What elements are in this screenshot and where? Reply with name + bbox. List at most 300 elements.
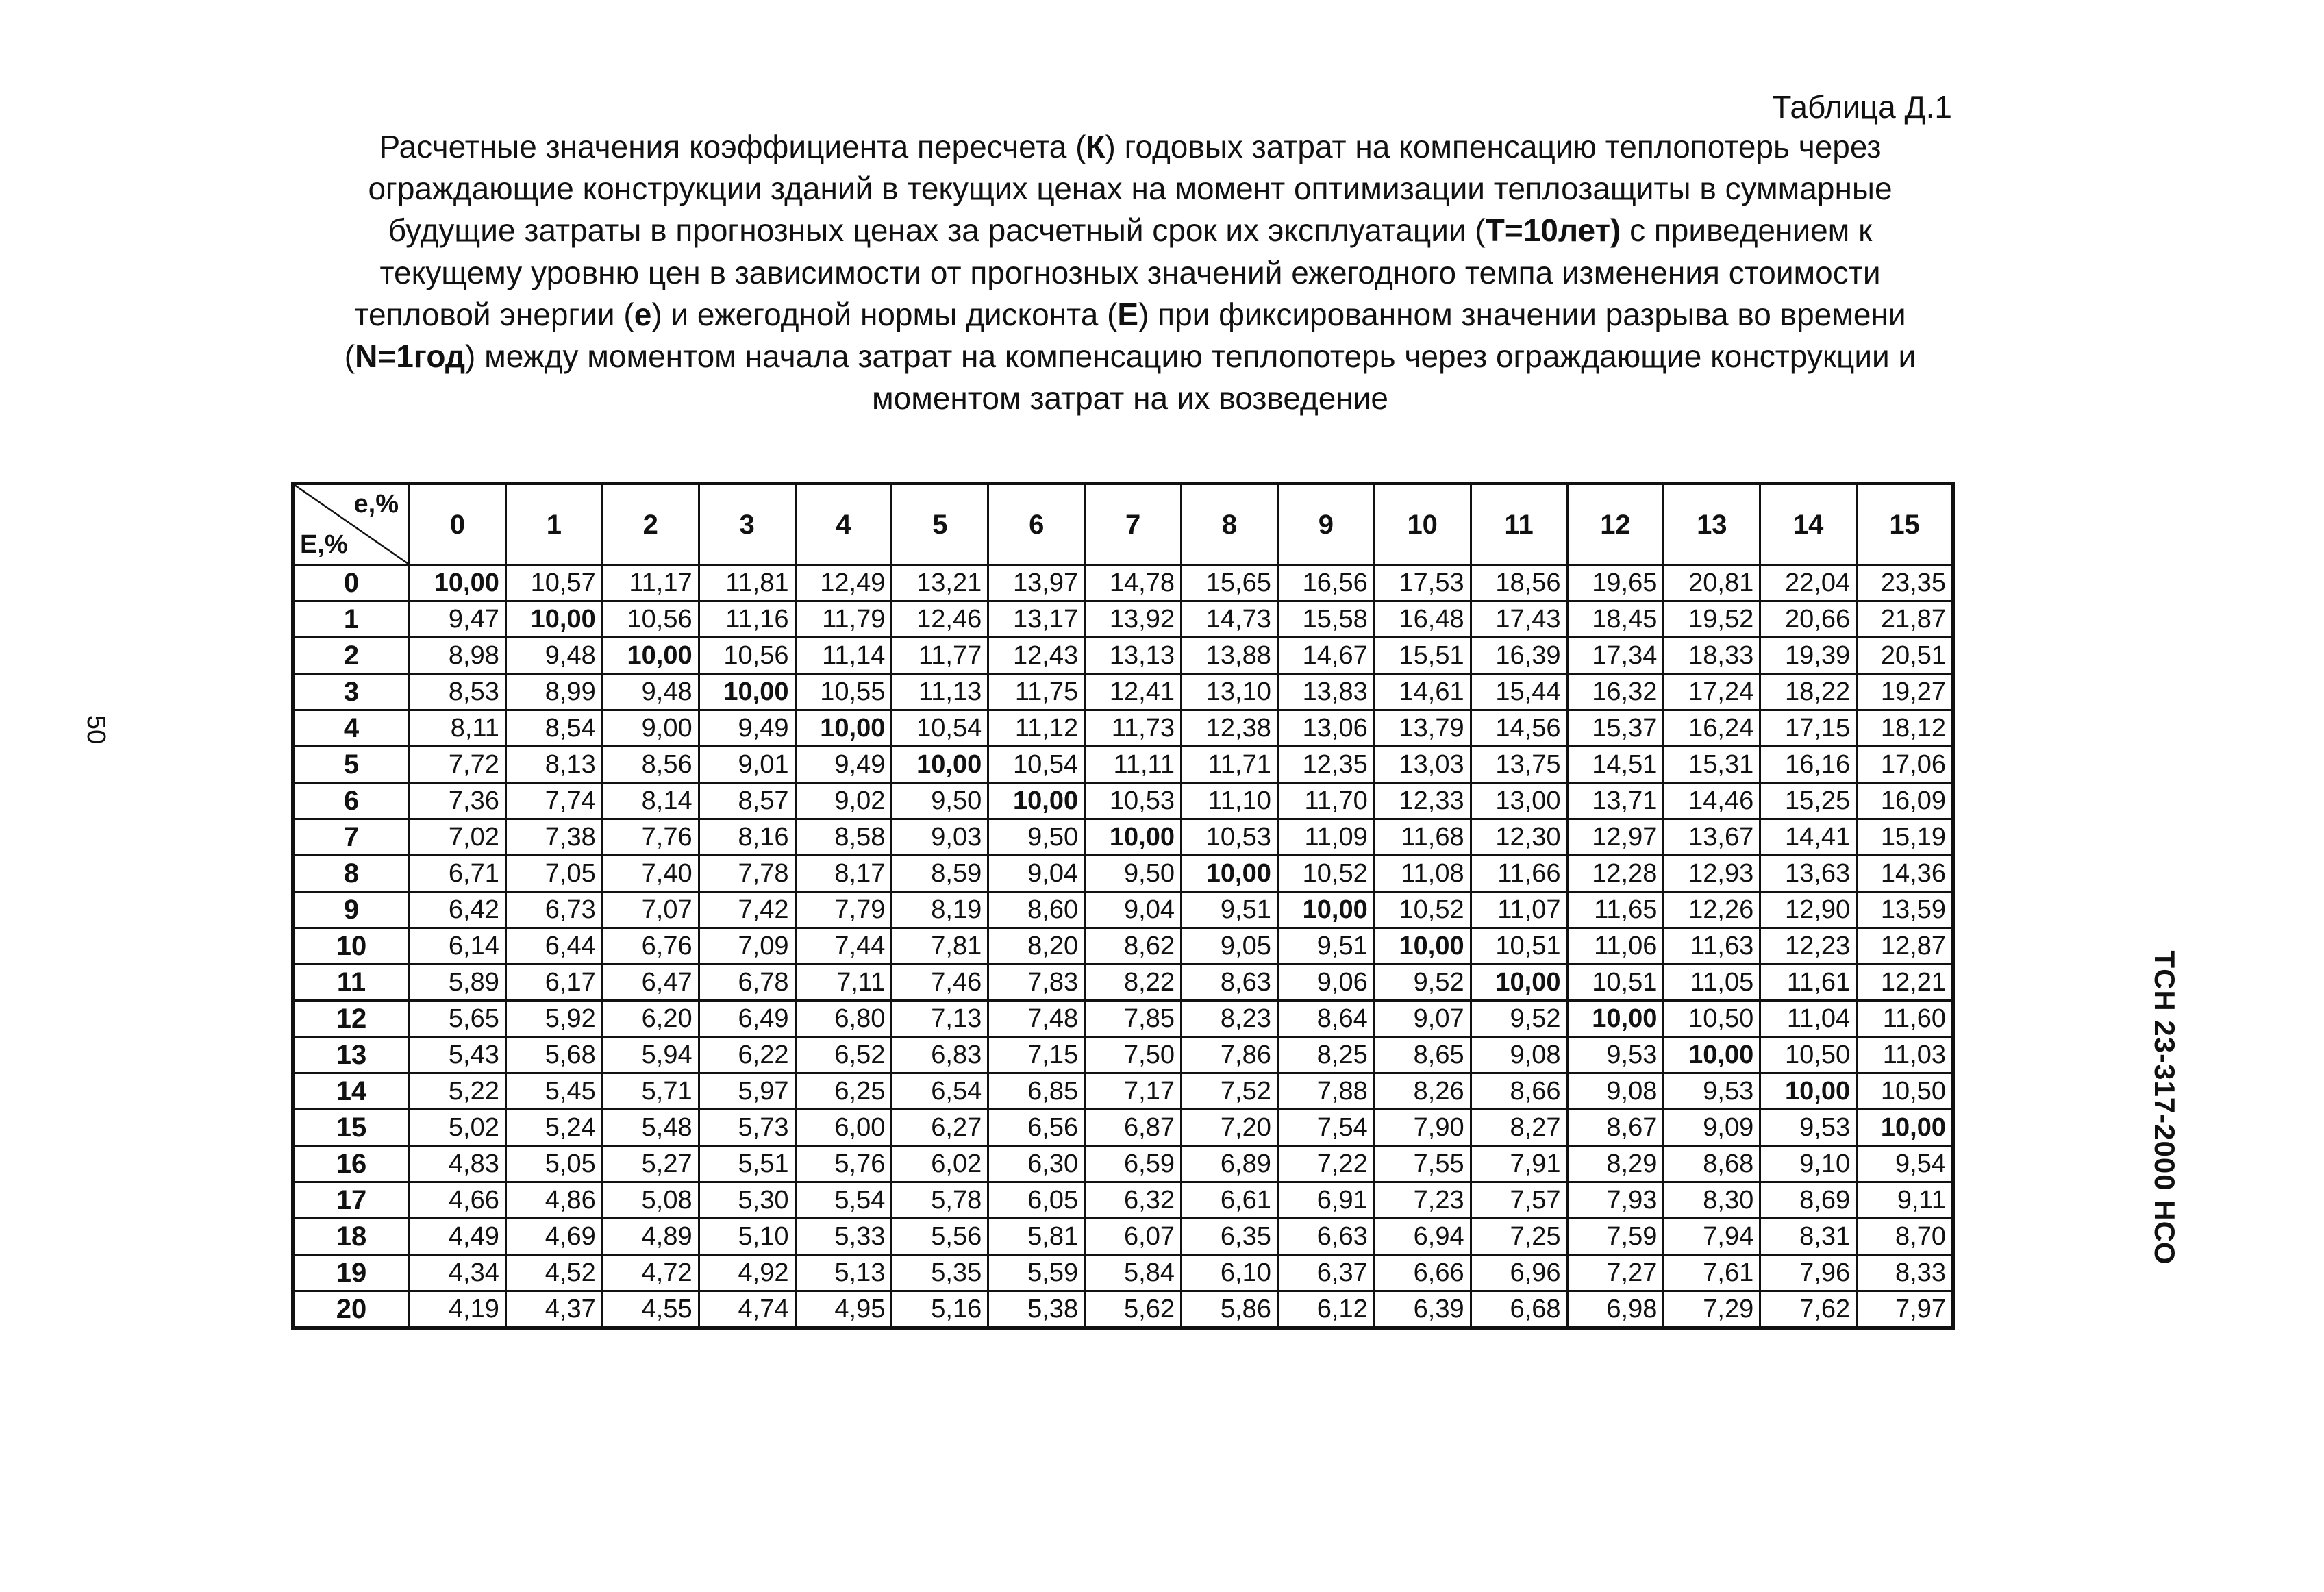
table-cell: 11,81 bbox=[699, 565, 795, 601]
table-cell: 10,00 bbox=[1664, 1037, 1760, 1073]
table-cell: 11,06 bbox=[1567, 928, 1664, 965]
table-cell: 12,33 bbox=[1374, 783, 1471, 819]
table-cell: 7,52 bbox=[1182, 1073, 1278, 1110]
table-caption bbox=[322, 126, 1938, 419]
table-cell: 16,39 bbox=[1471, 638, 1567, 674]
table-cell: 12,28 bbox=[1567, 856, 1664, 892]
table-cell: 10,57 bbox=[505, 565, 602, 601]
table-cell: 10,00 bbox=[505, 601, 602, 638]
table-cell: 16,24 bbox=[1664, 710, 1760, 747]
table-cell: 5,24 bbox=[505, 1110, 602, 1146]
table-cell: 10,55 bbox=[795, 674, 892, 710]
table-cell: 13,75 bbox=[1471, 747, 1567, 783]
col-header: 0 bbox=[410, 484, 506, 565]
table-cell: 11,10 bbox=[1182, 783, 1278, 819]
table-cell: 7,09 bbox=[699, 928, 795, 965]
table-row bbox=[293, 1073, 1953, 1110]
row-header: 13 bbox=[293, 1037, 410, 1073]
table-row bbox=[293, 783, 1953, 819]
table-row bbox=[293, 1182, 1953, 1219]
table-cell: 21,87 bbox=[1857, 601, 1953, 638]
table-cell: 10,00 bbox=[1760, 1073, 1857, 1110]
table-cell: 12,90 bbox=[1760, 892, 1857, 928]
row-header: 2 bbox=[293, 638, 410, 674]
table-cell: 8,57 bbox=[699, 783, 795, 819]
col-header: 5 bbox=[892, 484, 988, 565]
table-cell: 6,42 bbox=[410, 892, 506, 928]
table-row bbox=[293, 856, 1953, 892]
table-cell: 5,27 bbox=[602, 1146, 699, 1182]
table-cell: 6,85 bbox=[988, 1073, 1085, 1110]
table-cell: 19,65 bbox=[1567, 565, 1664, 601]
row-header: 0 bbox=[293, 565, 410, 601]
row-header: 3 bbox=[293, 674, 410, 710]
table-cell: 9,11 bbox=[1857, 1182, 1953, 1219]
table-cell: 5,94 bbox=[602, 1037, 699, 1073]
table-cell: 12,87 bbox=[1857, 928, 1953, 965]
caption-text: Расчетные значения коэффициента пересчета ( bbox=[379, 129, 1086, 164]
col-header: 13 bbox=[1664, 484, 1760, 565]
table-cell: 5,81 bbox=[988, 1219, 1085, 1255]
table-cell: 8,13 bbox=[505, 747, 602, 783]
table-cell: 17,53 bbox=[1374, 565, 1471, 601]
table-cell: 4,66 bbox=[410, 1182, 506, 1219]
table-cell: 10,53 bbox=[1182, 819, 1278, 856]
table-cell: 6,39 bbox=[1374, 1291, 1471, 1328]
row-header: 19 bbox=[293, 1255, 410, 1291]
table-cell: 7,62 bbox=[1760, 1291, 1857, 1328]
table-cell: 7,38 bbox=[505, 819, 602, 856]
table-cell: 9,50 bbox=[892, 783, 988, 819]
table-cell: 7,22 bbox=[1277, 1146, 1374, 1182]
table-cell: 7,81 bbox=[892, 928, 988, 965]
table-cell: 7,42 bbox=[699, 892, 795, 928]
table-cell: 15,37 bbox=[1567, 710, 1664, 747]
table-row bbox=[293, 819, 1953, 856]
table-cell: 6,20 bbox=[602, 1001, 699, 1037]
table-cell: 15,31 bbox=[1664, 747, 1760, 783]
table-cell: 6,56 bbox=[988, 1110, 1085, 1146]
table-cell: 8,14 bbox=[602, 783, 699, 819]
table-cell: 6,91 bbox=[1277, 1182, 1374, 1219]
table-cell: 7,94 bbox=[1664, 1219, 1760, 1255]
corner-row-label: Е,% bbox=[300, 530, 348, 559]
table-cell: 12,93 bbox=[1664, 856, 1760, 892]
table-cell: 5,08 bbox=[602, 1182, 699, 1219]
table-cell: 5,38 bbox=[988, 1291, 1085, 1328]
table-cell: 8,98 bbox=[410, 638, 506, 674]
table-cell: 6,27 bbox=[892, 1110, 988, 1146]
table-cell: 5,68 bbox=[505, 1037, 602, 1073]
table-cell: 6,02 bbox=[892, 1146, 988, 1182]
table-cell: 11,77 bbox=[892, 638, 988, 674]
table-cell: 6,76 bbox=[602, 928, 699, 965]
table-cell: 10,00 bbox=[410, 565, 506, 601]
table-cell: 10,56 bbox=[699, 638, 795, 674]
table-cell: 7,79 bbox=[795, 892, 892, 928]
table-cell: 7,93 bbox=[1567, 1182, 1664, 1219]
table-cell: 7,76 bbox=[602, 819, 699, 856]
table-cell: 13,13 bbox=[1085, 638, 1182, 674]
table-cell: 12,26 bbox=[1664, 892, 1760, 928]
table-cell: 12,38 bbox=[1182, 710, 1278, 747]
table-cell: 6,78 bbox=[699, 965, 795, 1001]
table-cell: 11,16 bbox=[699, 601, 795, 638]
table-cell: 8,16 bbox=[699, 819, 795, 856]
table-cell: 17,43 bbox=[1471, 601, 1567, 638]
corner-col-label: е,% bbox=[353, 490, 399, 519]
table-cell: 11,03 bbox=[1857, 1037, 1953, 1073]
table-cell: 10,00 bbox=[1277, 892, 1374, 928]
table-cell: 14,61 bbox=[1374, 674, 1471, 710]
table-cell: 6,00 bbox=[795, 1110, 892, 1146]
table-cell: 7,78 bbox=[699, 856, 795, 892]
table-cell: 7,15 bbox=[988, 1037, 1085, 1073]
table-cell: 13,83 bbox=[1277, 674, 1374, 710]
document-code: ТСН 23-317-2000 НСО bbox=[2149, 950, 2181, 1265]
table-row bbox=[293, 1291, 1953, 1328]
table-cell: 14,51 bbox=[1567, 747, 1664, 783]
table-cell: 10,50 bbox=[1857, 1073, 1953, 1110]
coefficient-table bbox=[291, 482, 1955, 1330]
col-header: 12 bbox=[1567, 484, 1664, 565]
table-cell: 18,22 bbox=[1760, 674, 1857, 710]
table-cell: 6,44 bbox=[505, 928, 602, 965]
table-cell: 8,63 bbox=[1182, 965, 1278, 1001]
table-cell: 5,02 bbox=[410, 1110, 506, 1146]
table-cell: 7,17 bbox=[1085, 1073, 1182, 1110]
table-cell: 5,48 bbox=[602, 1110, 699, 1146]
table-cell: 7,85 bbox=[1085, 1001, 1182, 1037]
table-row bbox=[293, 928, 1953, 965]
table-cell: 5,10 bbox=[699, 1219, 795, 1255]
table-cell: 11,61 bbox=[1760, 965, 1857, 1001]
table-cell: 9,00 bbox=[602, 710, 699, 747]
table-cell: 11,05 bbox=[1664, 965, 1760, 1001]
table-cell: 17,15 bbox=[1760, 710, 1857, 747]
table-cell: 13,06 bbox=[1277, 710, 1374, 747]
table-cell: 10,50 bbox=[1664, 1001, 1760, 1037]
table-cell: 15,25 bbox=[1760, 783, 1857, 819]
table-cell: 8,70 bbox=[1857, 1219, 1953, 1255]
table-cell: 6,80 bbox=[795, 1001, 892, 1037]
table-cell: 9,47 bbox=[410, 601, 506, 638]
table-cell: 8,65 bbox=[1374, 1037, 1471, 1073]
col-header: 2 bbox=[602, 484, 699, 565]
table-cell: 7,25 bbox=[1471, 1219, 1567, 1255]
table-cell: 6,83 bbox=[892, 1037, 988, 1073]
col-header: 4 bbox=[795, 484, 892, 565]
table-cell: 8,64 bbox=[1277, 1001, 1374, 1037]
table-cell: 12,49 bbox=[795, 565, 892, 601]
table-row bbox=[293, 747, 1953, 783]
caption-text: ) и ежегодной нормы дисконта ( bbox=[651, 296, 1118, 332]
table-cell: 13,03 bbox=[1374, 747, 1471, 783]
table-cell: 7,55 bbox=[1374, 1146, 1471, 1182]
caption-text: ) при фиксированном значении разрыва во времени ( bbox=[344, 296, 1906, 375]
table-cell: 4,72 bbox=[602, 1255, 699, 1291]
row-header: 10 bbox=[293, 928, 410, 965]
table-cell: 8,22 bbox=[1085, 965, 1182, 1001]
table-cell: 19,52 bbox=[1664, 601, 1760, 638]
table-cell: 5,71 bbox=[602, 1073, 699, 1110]
table-cell: 9,48 bbox=[602, 674, 699, 710]
table-cell: 5,35 bbox=[892, 1255, 988, 1291]
table-cell: 8,25 bbox=[1277, 1037, 1374, 1073]
table-cell: 6,14 bbox=[410, 928, 506, 965]
table-cell: 7,83 bbox=[988, 965, 1085, 1001]
caption-text: ) годовых затрат на компенсацию теплопотерь через ограждающие конструкции зданий в текущих ценах на момент оптимизации теплозащиты в суммарные будущие затраты в прогнозных ценах за расчетный срок их эксплуатации ( bbox=[368, 129, 1892, 249]
table-cell: 10,56 bbox=[602, 601, 699, 638]
table-cell: 9,50 bbox=[988, 819, 1085, 856]
table-cell: 5,73 bbox=[699, 1110, 795, 1146]
table-cell: 11,68 bbox=[1374, 819, 1471, 856]
table-cell: 16,48 bbox=[1374, 601, 1471, 638]
table-cell: 16,32 bbox=[1567, 674, 1664, 710]
table-cell: 14,56 bbox=[1471, 710, 1567, 747]
row-header: 16 bbox=[293, 1146, 410, 1182]
table-cell: 7,74 bbox=[505, 783, 602, 819]
table-cell: 9,54 bbox=[1857, 1146, 1953, 1182]
table-cell: 8,33 bbox=[1857, 1255, 1953, 1291]
table-cell: 6,63 bbox=[1277, 1219, 1374, 1255]
table-cell: 13,59 bbox=[1857, 892, 1953, 928]
table-cell: 9,50 bbox=[1085, 856, 1182, 892]
table-cell: 13,97 bbox=[988, 565, 1085, 601]
col-header: 10 bbox=[1374, 484, 1471, 565]
caption-bold-term: Т=10лет) bbox=[1485, 212, 1621, 249]
table-cell: 13,67 bbox=[1664, 819, 1760, 856]
table-cell: 7,13 bbox=[892, 1001, 988, 1037]
table-cell: 11,13 bbox=[892, 674, 988, 710]
table-cell: 6,37 bbox=[1277, 1255, 1374, 1291]
table-cell: 11,65 bbox=[1567, 892, 1664, 928]
table-cell: 20,66 bbox=[1760, 601, 1857, 638]
table-cell: 7,96 bbox=[1760, 1255, 1857, 1291]
table-cell: 7,50 bbox=[1085, 1037, 1182, 1073]
table-cell: 7,02 bbox=[410, 819, 506, 856]
table-cell: 9,51 bbox=[1182, 892, 1278, 928]
col-header: 6 bbox=[988, 484, 1085, 565]
caption-bold-k: К bbox=[1086, 129, 1105, 164]
table-cell: 4,52 bbox=[505, 1255, 602, 1291]
table-cell: 6,12 bbox=[1277, 1291, 1374, 1328]
table-cell: 5,65 bbox=[410, 1001, 506, 1037]
table-cell: 7,29 bbox=[1664, 1291, 1760, 1328]
table-cell: 23,35 bbox=[1857, 565, 1953, 601]
table-cell: 10,54 bbox=[892, 710, 988, 747]
table-cell: 7,07 bbox=[602, 892, 699, 928]
table-cell: 11,60 bbox=[1857, 1001, 1953, 1037]
col-header: 7 bbox=[1085, 484, 1182, 565]
table-cell: 9,01 bbox=[699, 747, 795, 783]
table-cell: 6,05 bbox=[988, 1182, 1085, 1219]
table-cell: 4,49 bbox=[410, 1219, 506, 1255]
table-cell: 9,04 bbox=[988, 856, 1085, 892]
row-header: 8 bbox=[293, 856, 410, 892]
table-cell: 8,54 bbox=[505, 710, 602, 747]
col-header: 1 bbox=[505, 484, 602, 565]
table-cell: 5,62 bbox=[1085, 1291, 1182, 1328]
table-cell: 6,32 bbox=[1085, 1182, 1182, 1219]
table-cell: 9,51 bbox=[1277, 928, 1374, 965]
table-row bbox=[293, 710, 1953, 747]
table-cell: 11,75 bbox=[988, 674, 1085, 710]
table-cell: 8,56 bbox=[602, 747, 699, 783]
table-cell: 6,87 bbox=[1085, 1110, 1182, 1146]
table-cell: 6,25 bbox=[795, 1073, 892, 1110]
table-cell: 13,79 bbox=[1374, 710, 1471, 747]
table-cell: 6,17 bbox=[505, 965, 602, 1001]
table-cell: 8,99 bbox=[505, 674, 602, 710]
table-cell: 18,12 bbox=[1857, 710, 1953, 747]
table-row bbox=[293, 1146, 1953, 1182]
table-cell: 8,58 bbox=[795, 819, 892, 856]
table-cell: 6,68 bbox=[1471, 1291, 1567, 1328]
table-cell: 16,16 bbox=[1760, 747, 1857, 783]
table-row bbox=[293, 1037, 1953, 1073]
table-cell: 8,20 bbox=[988, 928, 1085, 965]
corner-header bbox=[293, 484, 410, 565]
table-cell: 9,53 bbox=[1567, 1037, 1664, 1073]
table-cell: 13,21 bbox=[892, 565, 988, 601]
table-cell: 8,23 bbox=[1182, 1001, 1278, 1037]
table-cell: 6,89 bbox=[1182, 1146, 1278, 1182]
table-cell: 4,37 bbox=[505, 1291, 602, 1328]
table-cell: 12,21 bbox=[1857, 965, 1953, 1001]
row-header: 9 bbox=[293, 892, 410, 928]
table-cell: 4,83 bbox=[410, 1146, 506, 1182]
table-cell: 5,16 bbox=[892, 1291, 988, 1328]
table-cell: 7,86 bbox=[1182, 1037, 1278, 1073]
table-row bbox=[293, 565, 1953, 601]
table-cell: 7,27 bbox=[1567, 1255, 1664, 1291]
table-row bbox=[293, 601, 1953, 638]
table-cell: 7,48 bbox=[988, 1001, 1085, 1037]
caption-bold-n: N=1год bbox=[355, 338, 466, 375]
table-cell: 7,36 bbox=[410, 783, 506, 819]
table-cell: 14,73 bbox=[1182, 601, 1278, 638]
caption-bold-e: е bbox=[634, 296, 652, 332]
table-cell: 8,17 bbox=[795, 856, 892, 892]
caption-text: с приведением к текущему уровню цен в зависимости от прогнозных значений ежегодного темпа изменения стоимости тепловой энергии ( bbox=[354, 212, 1881, 332]
table-cell: 15,65 bbox=[1182, 565, 1278, 601]
table-cell: 19,39 bbox=[1760, 638, 1857, 674]
table-cell: 12,43 bbox=[988, 638, 1085, 674]
table-cell: 10,53 bbox=[1085, 783, 1182, 819]
table-cell: 7,40 bbox=[602, 856, 699, 892]
table-cell: 13,00 bbox=[1471, 783, 1567, 819]
table-cell: 17,34 bbox=[1567, 638, 1664, 674]
table-cell: 9,10 bbox=[1760, 1146, 1857, 1182]
table-cell: 4,55 bbox=[602, 1291, 699, 1328]
table-cell: 5,33 bbox=[795, 1219, 892, 1255]
table-cell: 5,97 bbox=[699, 1073, 795, 1110]
table-cell: 18,56 bbox=[1471, 565, 1567, 601]
table-cell: 10,51 bbox=[1567, 965, 1664, 1001]
table-cell: 10,00 bbox=[892, 747, 988, 783]
table-cell: 5,05 bbox=[505, 1146, 602, 1182]
table-cell: 6,22 bbox=[699, 1037, 795, 1073]
col-header: 11 bbox=[1471, 484, 1567, 565]
table-cell: 7,46 bbox=[892, 965, 988, 1001]
row-header: 20 bbox=[293, 1291, 410, 1328]
table-cell: 4,89 bbox=[602, 1219, 699, 1255]
table-cell: 9,09 bbox=[1664, 1110, 1760, 1146]
table-cell: 5,84 bbox=[1085, 1255, 1182, 1291]
table-cell: 9,08 bbox=[1567, 1073, 1664, 1110]
page-number: 50 bbox=[82, 714, 110, 745]
table-cell: 11,73 bbox=[1085, 710, 1182, 747]
table-cell: 7,88 bbox=[1277, 1073, 1374, 1110]
table-cell: 15,44 bbox=[1471, 674, 1567, 710]
col-header: 3 bbox=[699, 484, 795, 565]
table-cell: 5,30 bbox=[699, 1182, 795, 1219]
table-cell: 11,70 bbox=[1277, 783, 1374, 819]
table-cell: 7,90 bbox=[1374, 1110, 1471, 1146]
table-cell: 6,66 bbox=[1374, 1255, 1471, 1291]
table-cell: 7,11 bbox=[795, 965, 892, 1001]
table-cell: 12,35 bbox=[1277, 747, 1374, 783]
table-row bbox=[293, 1255, 1953, 1291]
table-cell: 10,00 bbox=[1471, 965, 1567, 1001]
table-cell: 8,30 bbox=[1664, 1182, 1760, 1219]
table-cell: 18,33 bbox=[1664, 638, 1760, 674]
table-cell: 12,41 bbox=[1085, 674, 1182, 710]
table-cell: 8,29 bbox=[1567, 1146, 1664, 1182]
table-cell: 5,22 bbox=[410, 1073, 506, 1110]
table-cell: 11,63 bbox=[1664, 928, 1760, 965]
table-cell: 13,10 bbox=[1182, 674, 1278, 710]
table-cell: 4,19 bbox=[410, 1291, 506, 1328]
table-cell: 6,98 bbox=[1567, 1291, 1664, 1328]
table-cell: 9,49 bbox=[699, 710, 795, 747]
row-header: 15 bbox=[293, 1110, 410, 1146]
table-cell: 15,51 bbox=[1374, 638, 1471, 674]
table-cell: 8,11 bbox=[410, 710, 506, 747]
table-cell: 9,49 bbox=[795, 747, 892, 783]
table-cell: 7,44 bbox=[795, 928, 892, 965]
row-header: 4 bbox=[293, 710, 410, 747]
table-cell: 9,08 bbox=[1471, 1037, 1567, 1073]
table-cell: 17,06 bbox=[1857, 747, 1953, 783]
table-cell: 8,68 bbox=[1664, 1146, 1760, 1182]
table-cell: 10,00 bbox=[988, 783, 1085, 819]
table-cell: 9,05 bbox=[1182, 928, 1278, 965]
table-cell: 13,88 bbox=[1182, 638, 1278, 674]
table-cell: 4,34 bbox=[410, 1255, 506, 1291]
table-cell: 7,54 bbox=[1277, 1110, 1374, 1146]
table-cell: 11,11 bbox=[1085, 747, 1182, 783]
table-cell: 5,59 bbox=[988, 1255, 1085, 1291]
table-cell: 16,09 bbox=[1857, 783, 1953, 819]
table-cell: 9,53 bbox=[1664, 1073, 1760, 1110]
table-cell: 9,48 bbox=[505, 638, 602, 674]
table-cell: 17,24 bbox=[1664, 674, 1760, 710]
table-row bbox=[293, 1219, 1953, 1255]
table-row bbox=[293, 965, 1953, 1001]
table-cell: 5,89 bbox=[410, 965, 506, 1001]
table-cell: 4,69 bbox=[505, 1219, 602, 1255]
table-cell: 18,45 bbox=[1567, 601, 1664, 638]
table-cell: 10,00 bbox=[1567, 1001, 1664, 1037]
table-cell: 7,97 bbox=[1857, 1291, 1953, 1328]
row-header: 17 bbox=[293, 1182, 410, 1219]
table-cell: 10,00 bbox=[602, 638, 699, 674]
table-cell: 8,59 bbox=[892, 856, 988, 892]
table-cell: 6,52 bbox=[795, 1037, 892, 1073]
table-cell: 20,51 bbox=[1857, 638, 1953, 674]
